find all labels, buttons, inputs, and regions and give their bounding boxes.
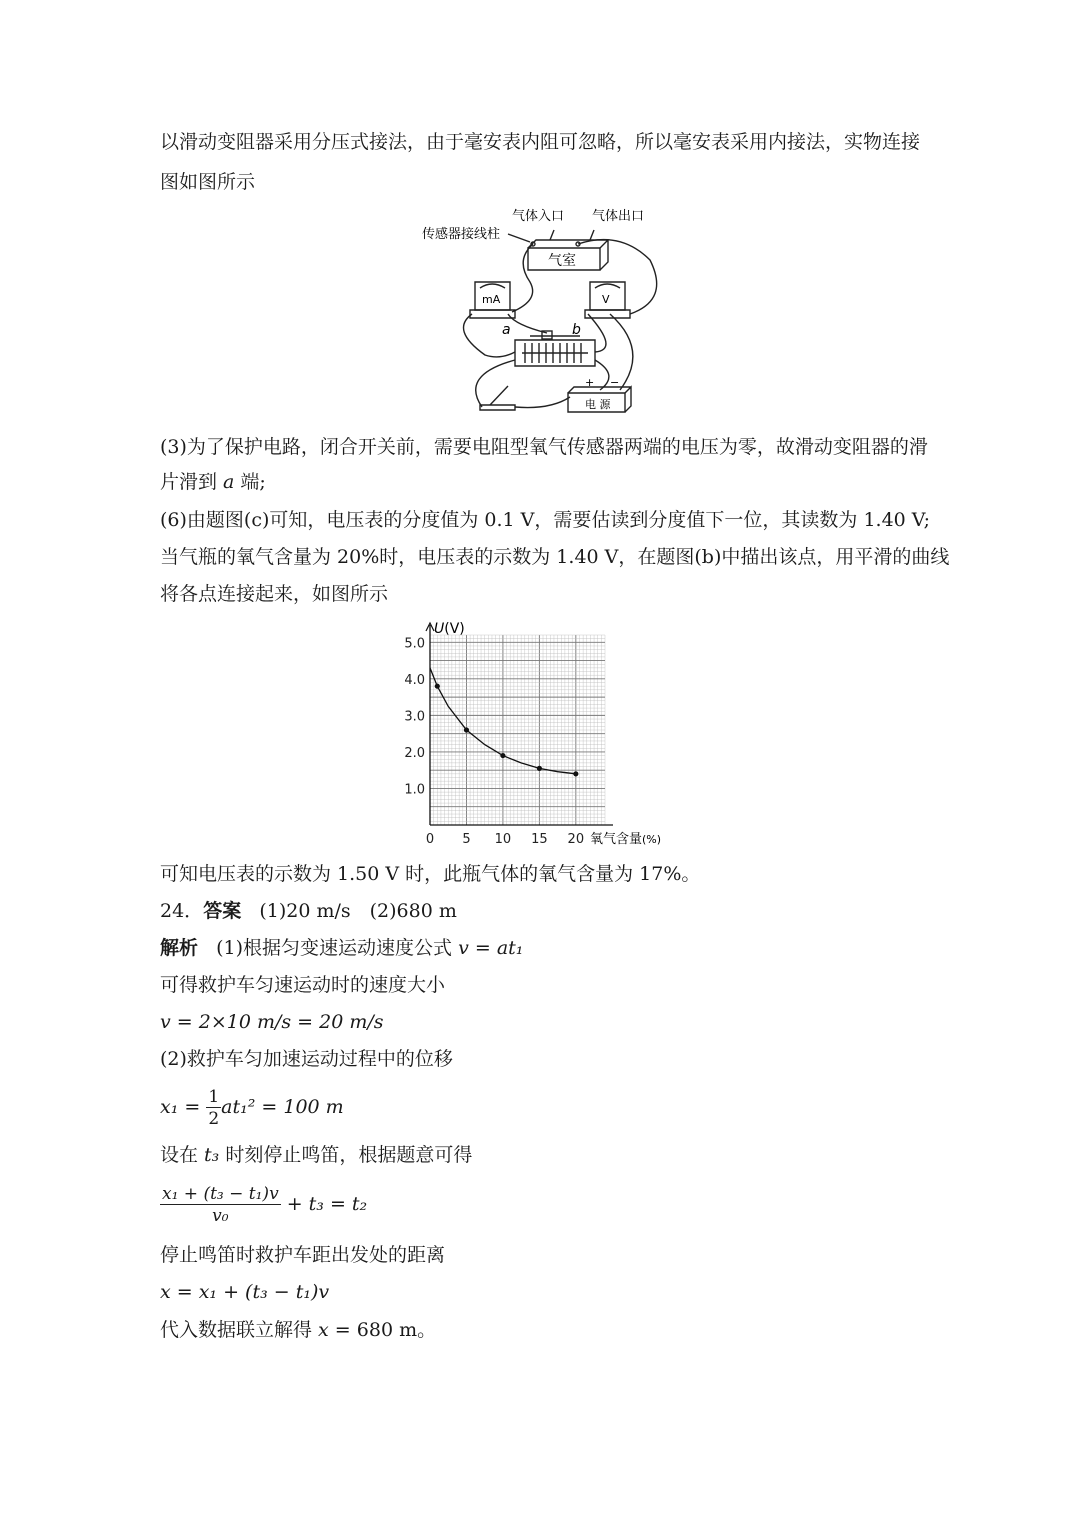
voltmeter-label: V (602, 293, 610, 306)
formula: v = at₁ (458, 937, 524, 959)
paragraph-line: 可得救护车匀速运动时的速度大小 (160, 974, 446, 996)
x-axis-label: 氧气含量(%) (590, 832, 662, 847)
chart-series (430, 668, 578, 777)
data-point (500, 753, 505, 758)
y-tick-label: 2.0 (404, 745, 425, 761)
data-point (537, 766, 542, 771)
conclusion-text: 可知电压表的示数为 1.50 V 时，此瓶气体的氧气含量为 17%。 (160, 863, 701, 885)
formula-rhs: at₁² = 100 m (221, 1096, 344, 1118)
paragraph-line (160, 470, 266, 494)
fraction (160, 1184, 281, 1227)
x-tick-label: 20 (567, 832, 585, 847)
power-label: 电 源 (585, 398, 611, 411)
x-tick-label: 10 (494, 832, 512, 847)
data-point (435, 684, 440, 689)
paragraph-line: (2)救护车匀加速运动过程中的位移 (160, 1048, 453, 1070)
y-axis-label: U(V) (434, 621, 465, 637)
milliammeter-label: mA (482, 293, 501, 306)
data-point (573, 771, 578, 776)
text-span: 代入数据联立解得 (160, 1319, 319, 1341)
x-tick-label: 15 (531, 832, 548, 847)
text-span: 时刻停止鸣笛，根据题意可得 (219, 1144, 473, 1166)
text-span: (1)根据匀变速运动速度公式 (216, 937, 459, 959)
formula-line (160, 1083, 344, 1131)
fraction-denominator: 2 (208, 1108, 220, 1129)
plus-label: + (585, 376, 595, 389)
y-tick-label: 4.0 (404, 672, 425, 688)
x-tick-label: 0 (425, 832, 435, 847)
paragraph-line: 停止鸣笛时救护车距出发处的距离 (160, 1244, 446, 1266)
paragraph-line (160, 1143, 472, 1167)
chart-grid (430, 635, 605, 825)
sensor-post-label: 传感器接线柱 (422, 227, 501, 242)
question-number: 24． (160, 900, 204, 922)
voltage-oxygen-chart (395, 615, 685, 855)
data-point (464, 727, 469, 732)
y-tick-label: 1.0 (404, 782, 425, 798)
text-span: 设在 (160, 1144, 205, 1166)
y-tick-label: 3.0 (404, 709, 425, 725)
x-tick-label: 5 (462, 832, 471, 847)
formula-line (160, 1180, 367, 1228)
chamber-label: 气室 (548, 253, 576, 269)
text-span: = 680 m。 (328, 1319, 437, 1341)
answer-line (160, 899, 457, 923)
paragraph-line: 以滑动变阻器采用分压式接法，由于毫安表内阻可忽略，所以毫安表采用内接法，实物连接 (160, 131, 921, 153)
analysis-line (160, 936, 523, 960)
y-tick-label: 5.0 (404, 636, 425, 652)
paragraph-line: 将各点连接起来，如图所示 (160, 583, 389, 605)
circuit-diagram (420, 200, 670, 420)
formula-line: x = x₁ + (t₃ − t₁)v (160, 1281, 330, 1303)
formula-lhs: x₁ = (160, 1096, 207, 1118)
terminal-b-label: b (572, 322, 581, 338)
paragraph-line: 图如图所示 (160, 171, 256, 193)
variable-a: a (223, 471, 235, 493)
minus-label: − (610, 376, 620, 389)
switch (480, 405, 515, 410)
paragraph-line: (6)由题图(c)可知，电压表的分度值为 0.1 V，需要估读到分度值下一位，其读数为 1.40 V; (160, 509, 930, 531)
answer-text: (1)20 m/s (2)680 m (259, 900, 457, 922)
fraction-numerator: x₁ + (t₃ − t₁)v (162, 1183, 279, 1204)
text-span: 片滑到 (160, 471, 224, 493)
answer-label: 答案 (203, 900, 242, 922)
terminal-a-label: a (502, 322, 511, 338)
fraction-denominator: v₀ (212, 1205, 229, 1226)
variable-t3: t₃ (204, 1144, 220, 1166)
gas-outlet-label: 气体出口 (592, 209, 645, 224)
gas-inlet-label: 气体入口 (512, 209, 565, 224)
analysis-label: 解析 (160, 937, 199, 959)
formula-line: v = 2×10 m/s = 20 m/s (160, 1011, 384, 1033)
paragraph-line: 当气瓶的氧气含量为 20%时，电压表的示数为 1.40 V，在题图(b)中描出该点，用平滑的曲线 (160, 546, 950, 568)
formula-rhs: + t₃ = t₂ (280, 1193, 368, 1215)
variable-x: x (318, 1319, 329, 1341)
text-span: 端; (234, 471, 266, 493)
fraction (206, 1087, 221, 1130)
fraction-numerator: 1 (208, 1086, 220, 1107)
paragraph-line (160, 1318, 436, 1342)
paragraph-line: (3)为了保护电路，闭合开关前，需要电阻型氧气传感器两端的电压为零，故滑动变阻器的滑 (160, 436, 928, 458)
